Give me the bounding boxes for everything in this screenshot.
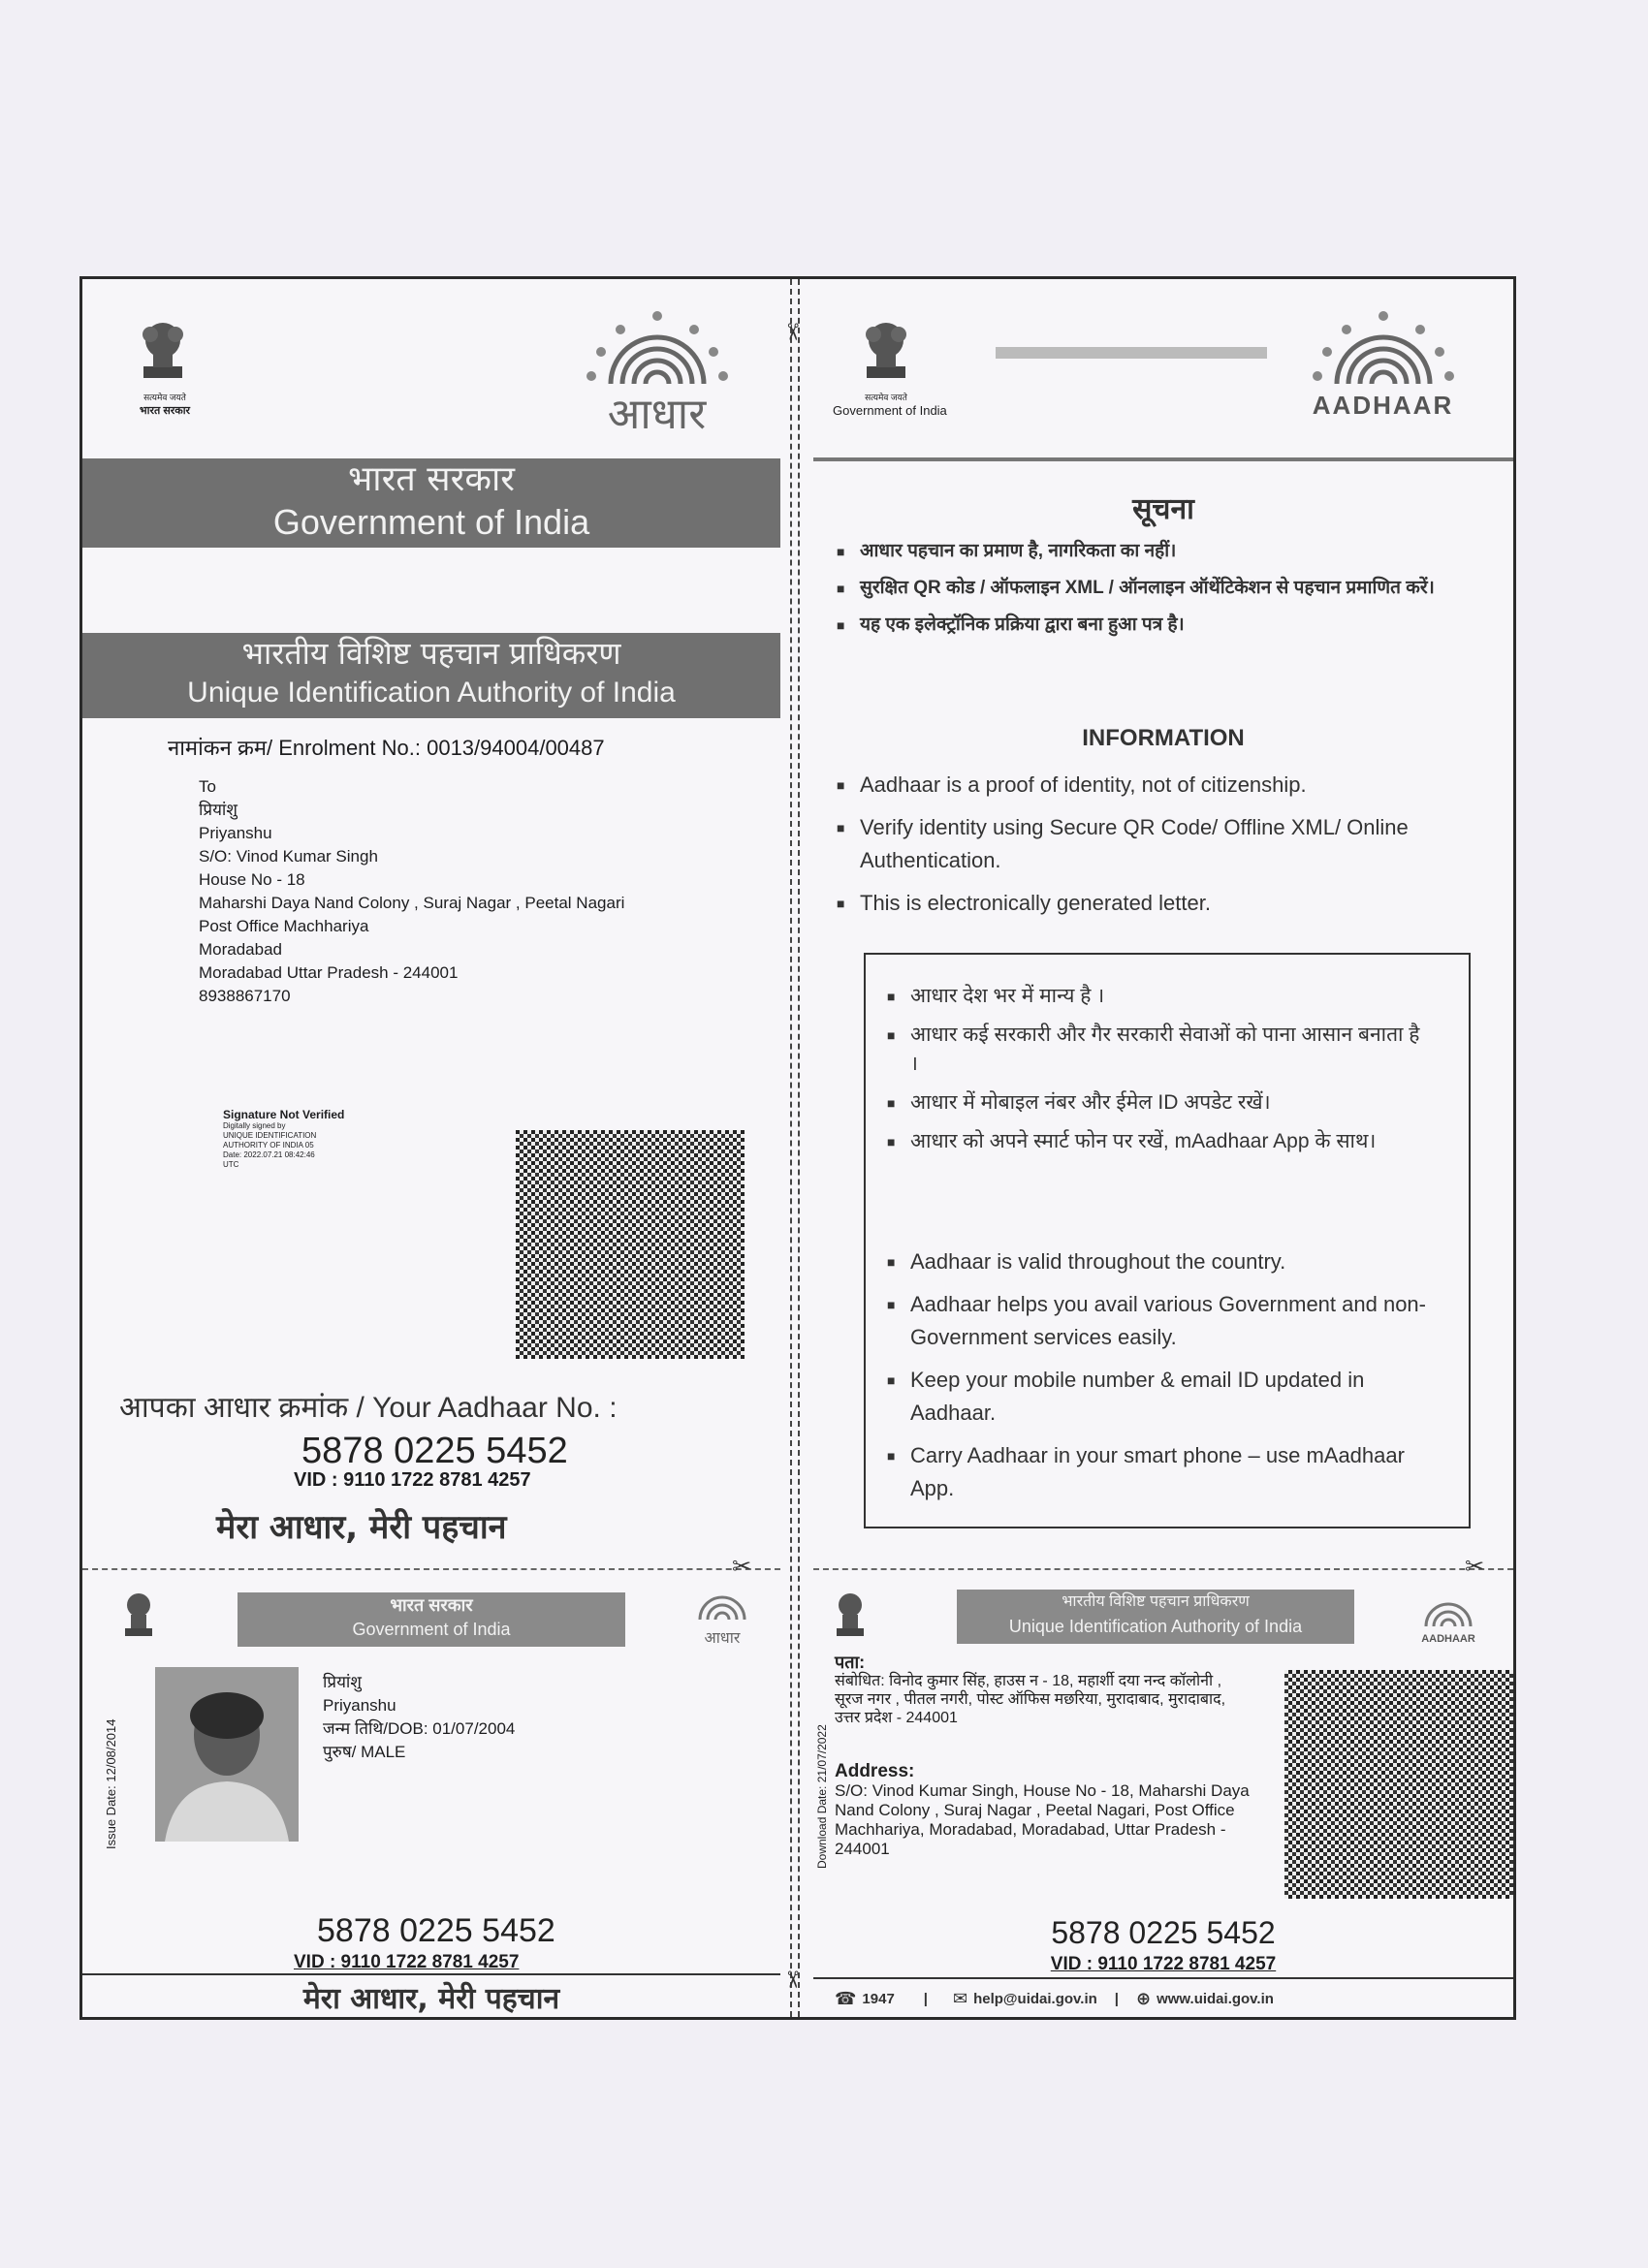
aadhaar-sun-logo-icon <box>1414 1590 1482 1628</box>
emblem-caption-motto: सत्यमेव जयते <box>143 393 186 402</box>
box-hindi-item: ■ आधार कई सरकारी और गैर सरकारी सेवाओं को पाना आसान बनाता है । <box>887 1021 1430 1079</box>
box-english-item: ■ Carry Aadhaar in your smart phone – use mAadhaar App. <box>887 1439 1440 1505</box>
card-name-english: Priyanshu <box>323 1696 396 1715</box>
emblem-caption-motto: सत्यमेव जयते <box>865 393 907 402</box>
vertical-cut-line <box>790 279 792 2017</box>
aadhaar-sun-logo-icon <box>572 308 742 386</box>
notice-hindi-title: सूचना <box>1132 493 1194 525</box>
left-panel <box>82 279 780 2017</box>
info-list <box>837 769 1496 929</box>
uidai-hindi: भारतीय विशिष्ट पहचान प्राधिकरण <box>241 635 621 672</box>
gov-english: Government of India <box>272 502 590 542</box>
signature-detail: UNIQUE IDENTIFICATION <box>223 1131 317 1140</box>
aadhaar-logo-text: आधार <box>607 390 707 439</box>
notice-hindi-list <box>837 538 1476 648</box>
card-uidai-band <box>957 1590 1354 1644</box>
card-logo-text: आधार <box>704 1630 741 1647</box>
card-gov-english: Government of India <box>352 1620 511 1639</box>
footer-separator: | <box>1114 1991 1119 2007</box>
card-address-english <box>835 1762 1252 1859</box>
address-line: प्रियांशु <box>199 801 238 819</box>
addr-label-hindi: पता: <box>835 1653 866 1672</box>
address-line: Moradabad <box>199 940 283 959</box>
box-hindi-item: ■ आधार को अपने स्मार्ट फोन पर रखें, mAadhaar App के साथ। <box>887 1127 1430 1156</box>
recipient-address <box>199 775 742 1008</box>
card-address-hindi <box>835 1654 1252 1727</box>
scissors-icon: ✂ <box>778 1969 806 1990</box>
box-english-item: ■ Aadhaar is valid throughout the country. <box>887 1245 1440 1278</box>
card-divider <box>82 1973 780 1975</box>
signature-detail: Digitally signed by <box>223 1121 286 1130</box>
aadhaar-sun-logo-icon <box>1298 308 1468 386</box>
emblem-block <box>121 313 208 418</box>
right-panel <box>813 279 1513 2017</box>
footer-separator: | <box>923 1991 928 2007</box>
phone-number: 1947 <box>862 1991 895 2007</box>
card-aadhaar-number: 5878 0225 5452 <box>317 1912 555 1949</box>
scissors-icon: ✂ <box>1465 1554 1485 1580</box>
addr-english: S/O: Vinod Kumar Singh, House No - 18, Maharshi Daya Nand Colony , Suraj Nagar , Peetal Nagari, Post Office Machhariya, Moradabad, Moradabad, Uttar Pradesh - 244001 <box>835 1781 1250 1858</box>
address-line: 8938867170 <box>199 987 291 1005</box>
email-icon: ✉ <box>953 1989 968 2008</box>
info-item: ■ Verify identity using Secure QR Code/ Offline XML/ Online Authentication. <box>837 811 1496 877</box>
scissors-icon: ✂ <box>732 1554 752 1580</box>
address-line: Maharshi Daya Nand Colony , Suraj Nagar , Peetal Nagari <box>199 894 625 912</box>
notice-hindi-item: ■ सुरक्षित QR कोड / ऑफलाइन XML / ऑनलाइन ऑथेंटिकेशन से पहचान प्रमाणित करें। <box>837 575 1476 602</box>
addr-hindi: संबोधित: विनोद कुमार सिंह, हाउस न - 18, महार्शी दया नन्द कॉलोनी , सूरज नगर , पीतल नगरी, पोस्ट ऑफिस मछरिया, मुरादाबाद, मुरादाबाद, उत्तर प्रदेश - 244001 <box>835 1673 1226 1726</box>
national-emblem-icon <box>119 1588 158 1641</box>
issue-date: Issue Date: 12/08/2014 <box>104 1718 118 1849</box>
card-vid: VID : 9110 1722 8781 4257 <box>294 1952 520 1972</box>
card-emblem <box>831 1588 870 1646</box>
card-uidai-english: Unique Identification Authority of India <box>1008 1617 1303 1636</box>
card-qr-code <box>1284 1670 1513 1899</box>
card-vid: VID : 9110 1722 8781 4257 <box>1050 1954 1277 1974</box>
uidai-band <box>82 633 780 718</box>
uidai-english: Unique Identification Authority of India <box>187 677 676 709</box>
address-line: S/O: Vinod Kumar Singh <box>199 847 378 866</box>
card-aadhaar-logo <box>1395 1590 1502 1645</box>
card-tagline: मेरा आधार, मेरी पहचान <box>302 1982 560 2016</box>
contact-footer <box>835 1989 1504 2009</box>
email-link[interactable]: help@uidai.gov.in <box>973 1991 1097 2007</box>
scissors-icon: ✂ <box>778 322 806 342</box>
box-hindi-list <box>887 982 1430 1166</box>
vertical-cut-line <box>798 279 800 2017</box>
address-line: To <box>199 777 216 796</box>
globe-icon: ⊕ <box>1135 1989 1152 2008</box>
website-link[interactable]: www.uidai.gov.in <box>1157 1991 1274 2007</box>
national-emblem-icon <box>831 1588 870 1641</box>
vid-number: VID : 9110 1722 8781 4257 <box>294 1469 531 1491</box>
emblem-block <box>833 313 968 418</box>
card-gov-hindi: भारत सरकार <box>390 1595 473 1615</box>
enrolment-number: नामांकन क्रम/ Enrolment No.: 0013/94004/00487 <box>168 736 605 760</box>
signature-detail: Date: 2022.07.21 08:42:46 <box>223 1150 315 1159</box>
card-logo-text: AADHAAR <box>1421 1633 1475 1645</box>
notice-hindi-item: ■ आधार पहचान का प्रमाण है, नागरिकता का नहीं। <box>837 538 1476 565</box>
info-box <box>864 953 1471 1528</box>
download-date: Download Date: 21/07/2022 <box>815 1724 829 1869</box>
box-hindi-item: ■ आधार में मोबाइल नंबर और ईमेल ID अपडेट रखें। <box>887 1088 1430 1118</box>
card-emblem <box>119 1588 158 1646</box>
signature-title: Signature Not Verified <box>223 1108 345 1121</box>
aadhaar-logo <box>572 308 742 439</box>
card-name-hindi: प्रियांशु <box>323 1673 362 1691</box>
address-line: Post Office Machhariya <box>199 917 369 935</box>
emblem-caption: Government of India <box>833 403 947 418</box>
tagline: मेरा आधार, मेरी पहचान <box>216 1508 507 1547</box>
card-uidai-hindi: भारतीय विशिष्ट पहचान प्राधिकरण <box>1062 1593 1250 1610</box>
cut-line <box>82 1568 780 1570</box>
card-dob: जन्म तिथि/DOB: 01/07/2004 <box>323 1719 516 1738</box>
card-holder-details <box>323 1671 515 1764</box>
info-item: ■ Aadhaar is a proof of identity, not of citizenship. <box>837 769 1496 802</box>
national-emblem-icon <box>129 313 197 391</box>
decorative-bar <box>996 347 1267 359</box>
aadhaar-logo-text: AADHAAR <box>1312 391 1454 420</box>
emblem-caption: भारत सरकार <box>139 405 191 417</box>
gov-band <box>82 458 780 548</box>
address-line: House No - 18 <box>199 870 305 889</box>
qr-pattern-icon <box>516 1130 745 1359</box>
box-english-list <box>887 1245 1440 1515</box>
notice-hindi-item: ■ यह एक इलेक्ट्रॉनिक प्रक्रिया द्वारा बना हुआ पत्र है। <box>837 612 1476 639</box>
signature-detail: UTC <box>223 1160 239 1169</box>
person-photo-icon <box>155 1667 299 1842</box>
card-divider <box>813 1977 1513 1979</box>
box-english-item: ■ Keep your mobile number & email ID updated in Aadhaar. <box>887 1364 1440 1430</box>
box-english-item: ■ Aadhaar helps you avail various Government and non-Government services easily. <box>887 1288 1440 1354</box>
card-gov-band <box>238 1592 625 1647</box>
info-title: INFORMATION <box>1082 725 1245 751</box>
header-divider <box>813 457 1513 461</box>
card-aadhaar-logo <box>683 1583 761 1648</box>
address-line: Priyanshu <box>199 824 272 842</box>
aadhaar-logo <box>1298 308 1468 425</box>
qr-code <box>516 1130 745 1359</box>
card-aadhaar-number: 5878 0225 5452 <box>1051 1915 1276 1950</box>
signature-block <box>223 1108 397 1170</box>
aadhaar-letter <box>79 276 1516 2020</box>
signature-detail: AUTHORITY OF INDIA 05 <box>223 1141 314 1150</box>
box-hindi-item: ■ आधार देश भर में मान्य है । <box>887 982 1430 1011</box>
aadhaar-number: 5878 0225 5452 <box>301 1431 568 1471</box>
photo <box>155 1667 299 1842</box>
info-item: ■ This is electronically generated letter. <box>837 887 1496 920</box>
national-emblem-icon <box>852 313 920 391</box>
aadhaar-sun-logo-icon <box>688 1583 756 1622</box>
phone-icon: ☎ <box>835 1989 857 2008</box>
card-gender: पुरुष/ MALE <box>323 1743 406 1761</box>
aadhaar-number-label: आपका आधार क्रमांक / Your Aadhaar No. : <box>119 1392 618 1424</box>
cut-line <box>813 1568 1513 1570</box>
gov-hindi: भारत सरकार <box>347 459 516 499</box>
address-line: Moradabad Uttar Pradesh - 244001 <box>199 963 459 982</box>
qr-pattern-icon <box>1284 1670 1513 1899</box>
addr-label-english: Address: <box>835 1761 915 1781</box>
